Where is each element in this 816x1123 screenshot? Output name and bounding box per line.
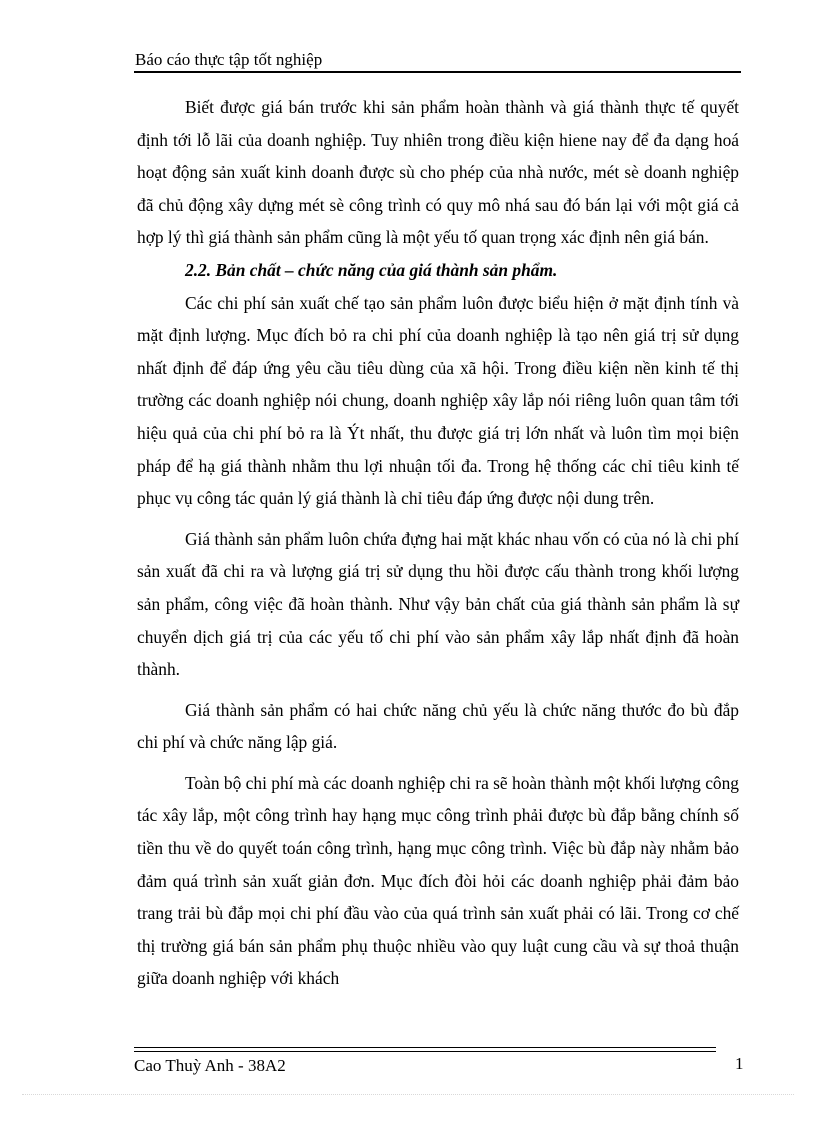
running-header: Báo cáo thực tập tốt nghiệp	[135, 50, 323, 69]
paragraph-cost-nature: Các chi phí sản xuất chế tạo sản phẩm luôn được biểu hiện ở mặt định tính và mặt định lượng. Mục đích bỏ ra chi phí của doanh nghiệp là tạo nên giá trị sử dụng nhất định để đáp ứng yêu cầu tiêu dùng của xã hội. Trong điều kiện nền kinh tế thị trường các doanh nghiệp nói chung, doanh nghiệp xây lắp nói riêng luôn quan tâm tới hiệu quả của chi phí bỏ ra là Ýt nhất, thu được giá trị lớn nhất và luôn tìm mọi biện pháp để hạ giá thành nhằm thu lợi nhuận tối đa. Trong hệ thống các chỉ tiêu kinh tế phục vụ công tác quản lý giá thành là chỉ tiêu đáp ứng được nội dung trên.	[137, 292, 739, 509]
paragraph-two-aspects: Giá thành sản phẩm luôn chứa đựng hai mặt khác nhau vốn có của nó là chi phí sản xuất đã chi ra và lượng giá trị sử dụng thu hồi được cấu thành trong khối lượng sản phẩm, công việc đã hoàn thành. Như vậy bản chất của giá thành sản phẩm là sự chuyển dịch giá trị của các yếu tố chi phí vào sản phẩm xây lắp nhất định đã hoàn thành.	[137, 528, 739, 680]
header-rule	[134, 71, 741, 73]
paragraph-sale-price: Biết được giá bán trước khi sản phẩm hoàn thành và giá thành thực tế quyết định tới lỗ lãi của doanh nghiệp. Tuy nhiên trong điều kiện hiene nay để đa dạng hoá hoạt động sản xuất kinh doanh được sù cho phép của nhà nước, mét sè doanh nghiệp đã chủ động xây dựng mét sè công trình có quy mô nhá sau đó bán lại với một giá cả hợp lý thì giá thành sản phẩm cũng là một yếu tố quan trọng xác định nên giá bán.	[137, 97, 739, 248]
page-edge-divider	[22, 1094, 794, 1095]
document-body	[137, 91, 739, 995]
footer-author: Cao Thuỳ Anh - 38A2	[134, 1056, 286, 1075]
section-heading: 2.2. Bản chất – chức năng của giá thành sản phẩm.	[185, 259, 558, 280]
paragraph-two-functions: Giá thành sản phẩm có hai chức năng chủ yếu là chức năng thước đo bù đắp chi phí và chức năng lập giá.	[137, 699, 739, 753]
page-number: 1	[735, 1054, 744, 1073]
paragraph-cost-recovery: Toàn bộ chi phí mà các doanh nghiệp chi ra sẽ hoàn thành một khối lượng công tác xây lắp, một công trình hay hạng mục công trình phải được bù đắp bằng chính số tiền thu về do quyết toán công trình, hạng mục công trình. Việc bù đắp này nhằm bảo đảm quá trình sản xuất giản đơn. Mục đích đòi hỏi các doanh nghiệp phải đảm bảo trang trải bù đắp mọi chi phí đầu vào của quá trình sản xuất phải có lãi. Trong cơ chế thị trường giá bán sản phẩm phụ thuộc nhiều vào quy luật cung cầu và sự thoả thuận giữa doanh nghiệp với khách	[137, 772, 739, 989]
footer-rule	[134, 1047, 716, 1052]
